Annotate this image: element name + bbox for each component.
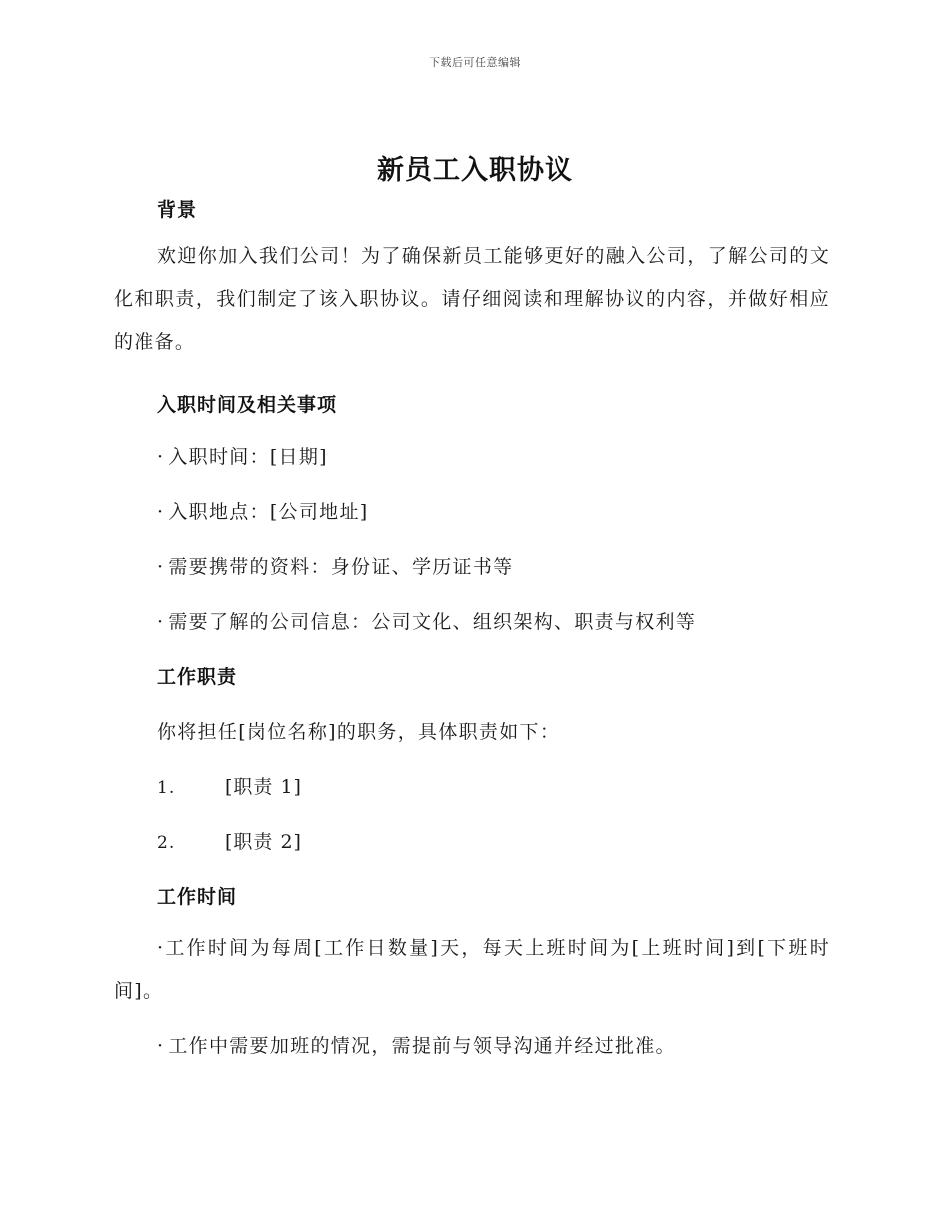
bullet-dot: · (157, 611, 165, 633)
onboarding-item (157, 552, 830, 579)
heading-onboarding: 入职时间及相关事项 (157, 394, 338, 416)
bullet-dot: · (157, 937, 165, 959)
onboarding-item (157, 442, 830, 469)
duty-text: [职责 2] (225, 831, 302, 853)
bullet-dot: · (157, 446, 165, 468)
header-note: 下载后可任意编辑 (429, 56, 521, 69)
onboarding-item (157, 497, 830, 524)
onboarding-item-text: 需要携带的资料：身份证、学历证书等 (168, 556, 514, 578)
duty-list-item (157, 827, 830, 854)
hours-item (114, 927, 830, 1013)
bullet-dot: · (157, 556, 165, 578)
hours-item (157, 1031, 830, 1058)
document-title: 新员工入职协议 (377, 155, 573, 186)
heading-duties: 工作职责 (157, 666, 238, 688)
duty-text: [职责 1] (225, 776, 302, 798)
duty-number: 1. (157, 778, 176, 798)
hours-item-text: 工作时间为每周[工作日数量]天，每天上班时间为[上班时间]到[下班时间]。 (114, 937, 830, 1002)
hours-item-text: 工作中需要加班的情况，需提前与领导沟通并经过批准。 (168, 1035, 676, 1057)
bullet-dot: · (157, 501, 165, 523)
heading-background: 背景 (157, 199, 198, 221)
background-paragraph: 欢迎你加入我们公司！为了确保新员工能够更好的融入公司，了解公司的文化和职责，我们制定了该入职协议。请仔细阅读和理解协议的内容，并做好相应的准备。 (114, 245, 830, 353)
onboarding-item-text: 入职时间：[日期] (168, 446, 328, 468)
bullet-dot: · (157, 1035, 165, 1057)
document-body (114, 195, 830, 1058)
duties-intro: 你将担任[岗位名称]的职务，具体职责如下： (157, 721, 561, 743)
heading-hours: 工作时间 (157, 886, 238, 908)
duty-list-item (157, 772, 830, 799)
duty-number: 2. (157, 833, 176, 853)
onboarding-item (157, 607, 830, 634)
onboarding-item-text: 需要了解的公司信息：公司文化、组织架构、职责与权利等 (168, 611, 697, 633)
onboarding-item-text: 入职地点：[公司地址] (168, 501, 369, 523)
